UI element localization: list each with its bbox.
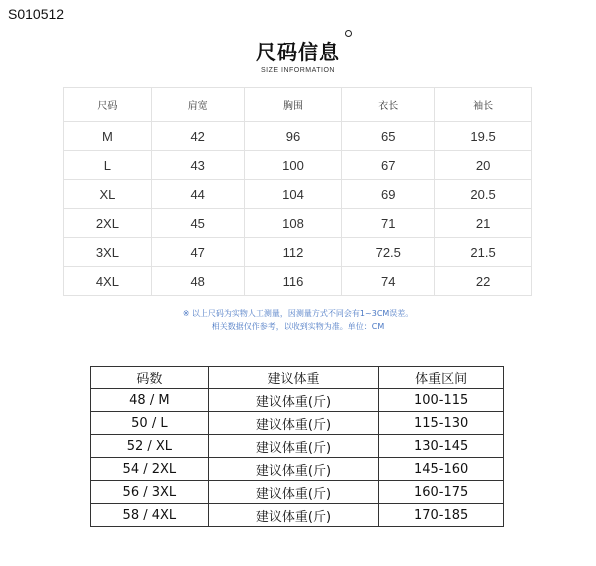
table-cell: 20 (435, 151, 532, 180)
size-header-cell: 尺码 (64, 88, 152, 122)
table-cell: 22 (435, 267, 532, 296)
table-row (91, 435, 504, 458)
table-cell: 20.5 (435, 180, 532, 209)
table-cell: 建议体重(斤) (208, 389, 379, 412)
table-row (91, 389, 504, 412)
size-table-header-row (64, 88, 532, 122)
title-block (0, 36, 596, 74)
table-cell: 54 / 2XL (91, 458, 209, 481)
table-row (91, 412, 504, 435)
table-cell: 19.5 (435, 122, 532, 151)
table-cell: 71 (342, 209, 435, 238)
weight-header-cell: 码数 (91, 367, 209, 389)
size-header-cell: 胸围 (244, 88, 342, 122)
table-cell: 48 / M (91, 389, 209, 412)
table-cell: 160-175 (379, 481, 504, 504)
table-cell: 115-130 (379, 412, 504, 435)
degree-circle-icon (345, 30, 352, 37)
table-cell: 3XL (64, 238, 152, 267)
table-cell: 72.5 (342, 238, 435, 267)
weight-table (90, 366, 504, 527)
table-cell: 2XL (64, 209, 152, 238)
table-cell: 58 / 4XL (91, 504, 209, 527)
table-row (64, 238, 532, 267)
table-cell: XL (64, 180, 152, 209)
table-cell: 145-160 (379, 458, 504, 481)
table-cell: 21.5 (435, 238, 532, 267)
table-cell: 104 (244, 180, 342, 209)
table-cell: 建议体重(斤) (208, 412, 379, 435)
size-header-cell: 袖长 (435, 88, 532, 122)
table-cell: M (64, 122, 152, 151)
table-row (64, 122, 532, 151)
page-subtitle: SIZE INFORMATION (261, 67, 335, 74)
table-cell: 50 / L (91, 412, 209, 435)
weight-table-header-row (91, 367, 504, 389)
measurement-note: ※ 以上尺码为实物人工测量，因测量方式不同会有1~3CM误差。 (182, 309, 414, 318)
table-cell: 112 (244, 238, 342, 267)
table-cell: 21 (435, 209, 532, 238)
table-cell: 4XL (64, 267, 152, 296)
table-cell: 108 (244, 209, 342, 238)
table-cell: 56 / 3XL (91, 481, 209, 504)
table-cell: 69 (342, 180, 435, 209)
table-cell: 116 (244, 267, 342, 296)
page-title (256, 36, 340, 65)
table-row (64, 151, 532, 180)
table-cell: 96 (244, 122, 342, 151)
weight-header-cell: 体重区间 (379, 367, 504, 389)
table-cell: 建议体重(斤) (208, 458, 379, 481)
table-cell: 130-145 (379, 435, 504, 458)
table-row (91, 481, 504, 504)
table-cell: 45 (151, 209, 244, 238)
table-cell: 100 (244, 151, 342, 180)
weight-header-cell: 建议体重 (208, 367, 379, 389)
table-cell: 48 (151, 267, 244, 296)
size-table (63, 87, 532, 296)
size-header-cell: 衣长 (342, 88, 435, 122)
table-cell: 建议体重(斤) (208, 435, 379, 458)
size-header-cell: 肩宽 (151, 88, 244, 122)
table-cell: 建议体重(斤) (208, 504, 379, 527)
product-code: S010512 (8, 6, 65, 22)
table-cell: 170-185 (379, 504, 504, 527)
table-cell: 52 / XL (91, 435, 209, 458)
table-cell: 43 (151, 151, 244, 180)
table-cell: 47 (151, 238, 244, 267)
table-cell: 建议体重(斤) (208, 481, 379, 504)
table-cell: 67 (342, 151, 435, 180)
table-row (64, 180, 532, 209)
table-cell: 44 (151, 180, 244, 209)
table-cell: L (64, 151, 152, 180)
table-cell: 65 (342, 122, 435, 151)
table-cell: 74 (342, 267, 435, 296)
table-cell: 100-115 (379, 389, 504, 412)
table-row (64, 209, 532, 238)
table-row (91, 504, 504, 527)
table-row (91, 458, 504, 481)
table-row (64, 267, 532, 296)
title-text: 尺码信息 (256, 40, 340, 64)
table-cell: 42 (151, 122, 244, 151)
reference-note: 相关数据仅作参考，以收到实物为准。单位：CM (211, 322, 385, 331)
